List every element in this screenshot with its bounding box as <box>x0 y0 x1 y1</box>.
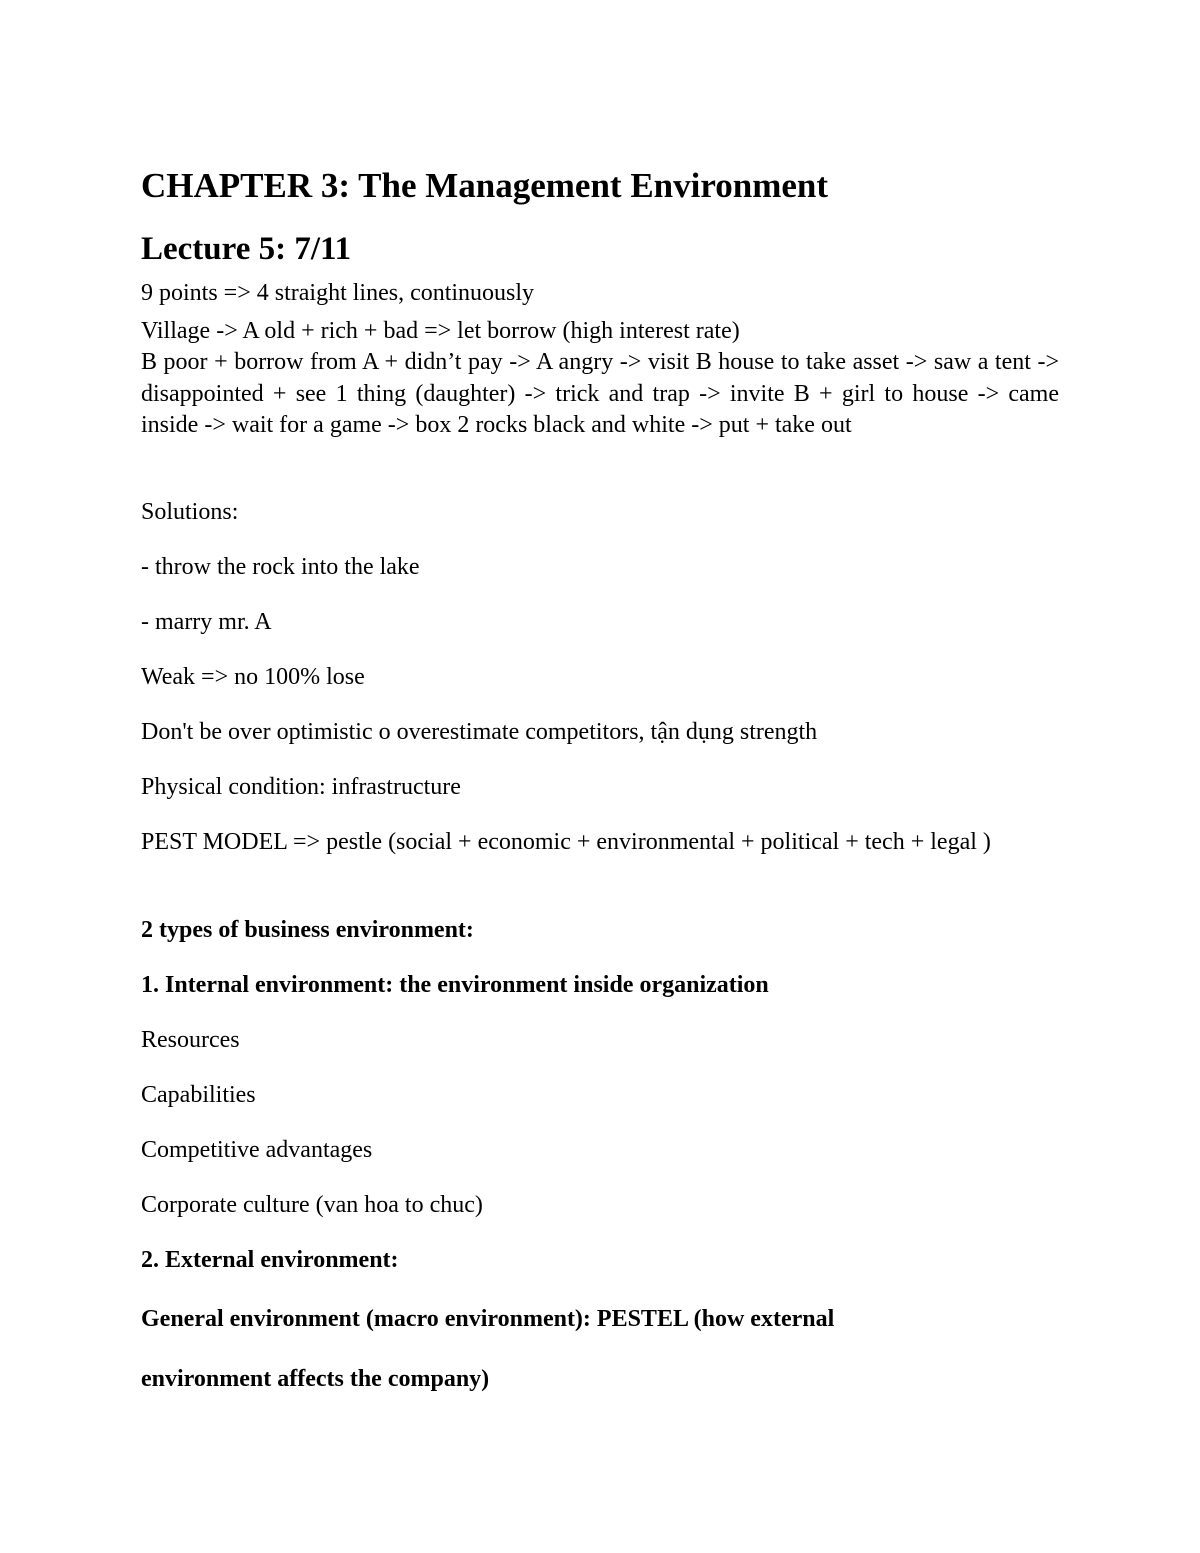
internal-environment-heading: 1. Internal environment: the environment inside organization <box>141 972 769 998</box>
solution-item: - throw the rock into the lake <box>141 554 420 580</box>
internal-item: Resources <box>141 1027 240 1053</box>
internal-item: Competitive advantages <box>141 1137 373 1163</box>
internal-item: Corporate culture (van hoa to chuc) <box>141 1192 483 1218</box>
internal-item: Capabilities <box>141 1082 256 1108</box>
general-environment-line: General environment (macro environment): PESTEL (how external <box>141 1306 835 1332</box>
weak-line: Weak => no 100% lose <box>141 664 365 690</box>
story-paragraph: B poor + borrow from A + didn’t pay -> A angry -> visit B house to take asset -> saw a tent -> disappointed + see 1 thing (daughter) -> trick and trap -> invite B + girl to house -> came inside -> wait for a game -> box 2 rocks black and white -> put + take out <box>141 349 1059 438</box>
nine-points-line: 9 points => 4 straight lines, continuously <box>141 280 535 306</box>
optimistic-line: Don't be over optimistic o overestimate competitors, tận dụng strength <box>141 719 818 745</box>
village-line: Village -> A old + rich + bad => let borrow (high interest rate) <box>141 318 740 344</box>
types-heading: 2 types of business environment: <box>141 917 474 943</box>
external-environment-heading: 2. External environment: <box>141 1247 399 1273</box>
solution-item: - marry mr. A <box>141 609 272 635</box>
general-environment-line: environment affects the company) <box>141 1366 490 1392</box>
solutions-label: Solutions: <box>141 499 239 525</box>
physical-condition-line: Physical condition: infrastructure <box>141 774 461 800</box>
chapter-title: CHAPTER 3: The Management Environment <box>141 166 829 205</box>
lecture-title: Lecture 5: 7/11 <box>141 231 352 267</box>
pest-model-paragraph: PEST MODEL => pestle (social + economic + environmental + political + tech + legal ) <box>141 829 991 855</box>
